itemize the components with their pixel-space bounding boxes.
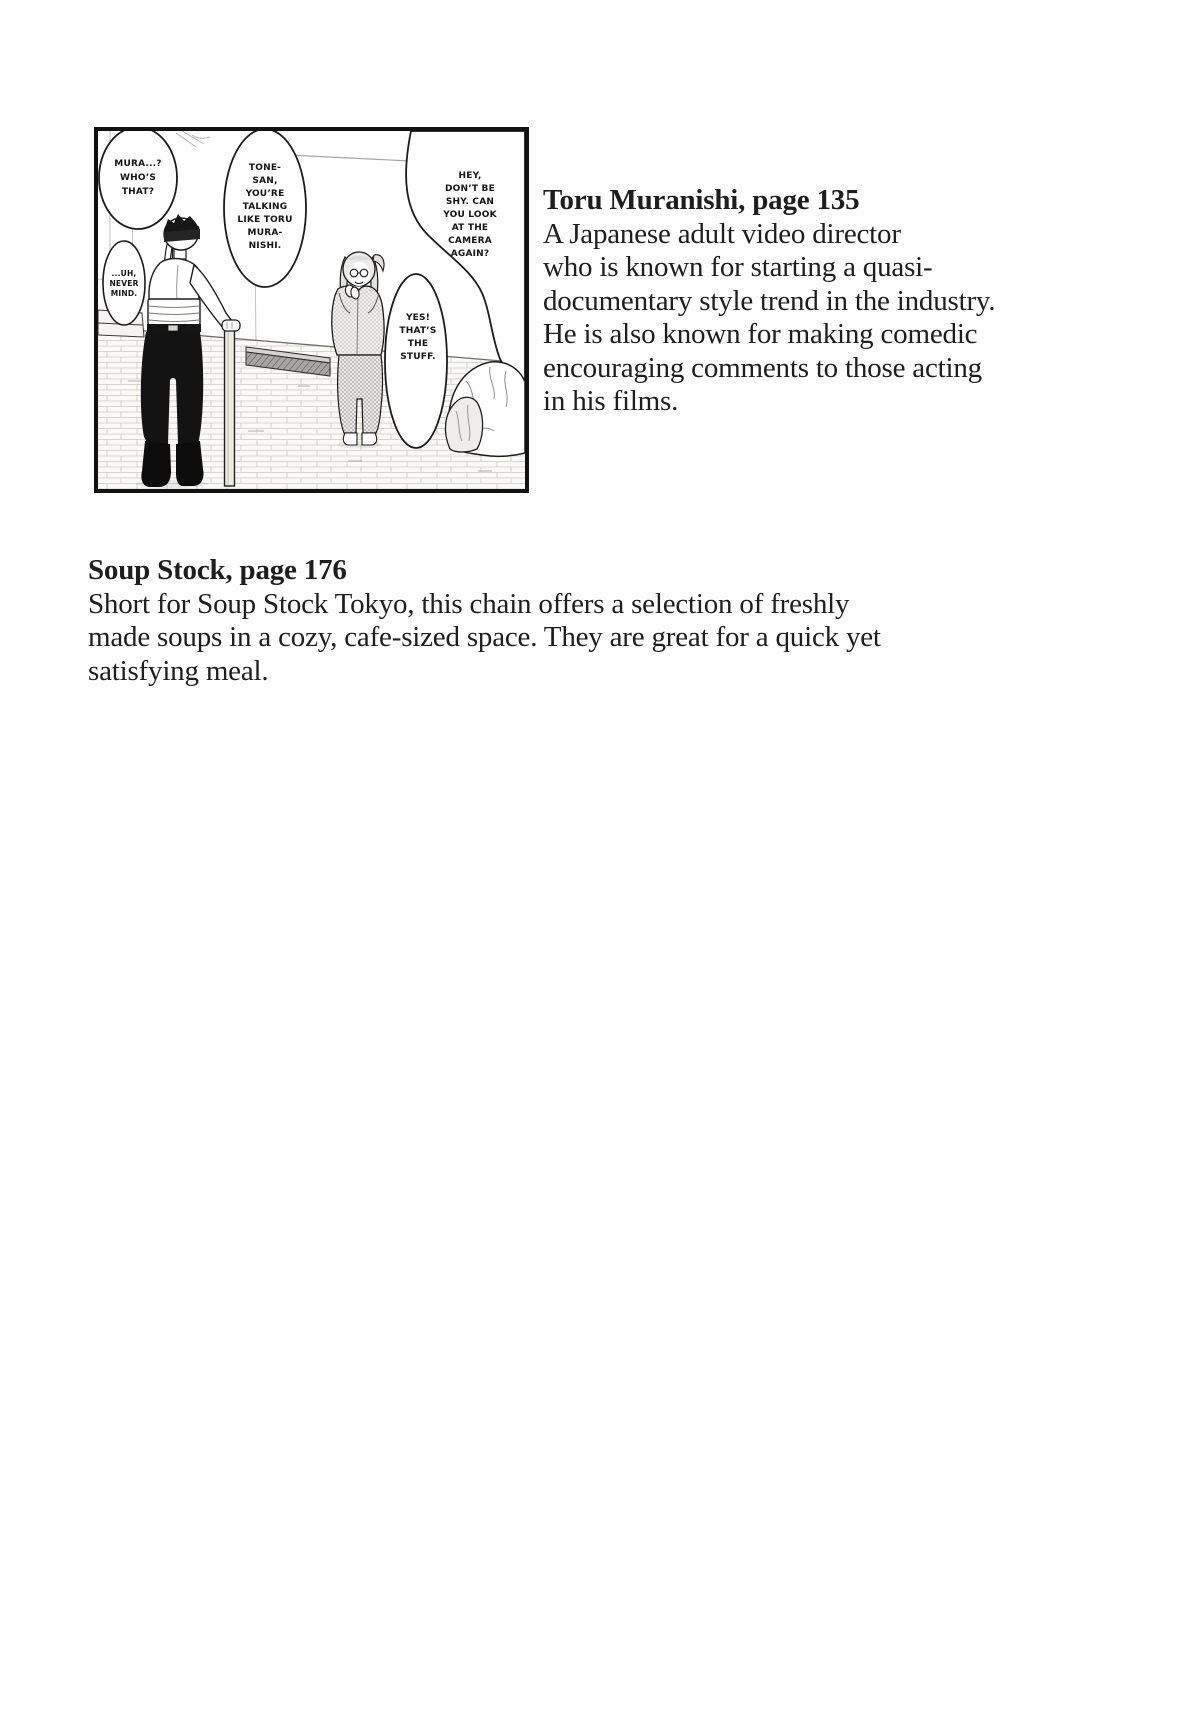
manga-panel-art [98, 131, 525, 489]
bubble-4-line: AT THE [451, 223, 489, 233]
speech-bubble-2 [103, 241, 145, 325]
glasses-right-lens-icon [360, 269, 368, 277]
note-body-line: Short for Soup Stock Tokyo, this chain offers a selection of freshly [88, 587, 850, 620]
man-boot-left [141, 441, 171, 487]
note-body-line: made soups in a cozy, cafe-sized space. They are great for a quick yet [88, 621, 881, 653]
speech-bubble-1 [99, 131, 177, 229]
note-title: Toru Muranishi, page 135 [543, 184, 860, 216]
bubble-4-line: SHY. CAN [445, 197, 495, 207]
foot-right [362, 433, 377, 445]
bubble-4-line: CAMERA [448, 236, 492, 246]
bubble-5-line: YES! [405, 313, 431, 323]
bubble-3-line: MURA- [247, 228, 283, 238]
bubble-3-line: YOU’RE [245, 189, 285, 199]
glasses-left-lens-icon [350, 269, 358, 277]
foot-left [343, 433, 357, 445]
bubble-3-line: TONE- [248, 163, 282, 173]
bubble-3-line: NISHI. [248, 241, 282, 251]
note-soup-stock [88, 554, 1048, 688]
bubble-3-line: SAN, [252, 176, 278, 186]
bubble-4-line: DON’T BE [445, 184, 495, 194]
bubble-5-line: STUFF. [400, 352, 436, 362]
bubble-2-line: ...UH, [111, 269, 137, 278]
speech-bubble-3 [224, 131, 306, 287]
bubble-4-line: YOU LOOK [443, 210, 497, 220]
bubble-5-line: THE [407, 339, 429, 349]
bubble-4-line: HEY, [458, 171, 482, 181]
bubble-4-line: AGAIN? [450, 249, 490, 259]
note-body-line: documentary style trend in the industry. [543, 284, 996, 317]
bubble-1-line: WHO’S [119, 173, 157, 183]
manga-panel [94, 127, 529, 493]
speech-bubble-5 [385, 274, 447, 448]
bubble-5-line: THAT’S [399, 326, 437, 336]
note-body-line: encouraging comments to those acting [543, 351, 982, 384]
man-hand [222, 320, 240, 331]
bubble-2-line: MIND. [110, 289, 138, 298]
note-toru-muranishi [543, 184, 1023, 419]
bubble-3-line: LIKE TORU [237, 215, 293, 225]
note-body-line: who is known for starting a quasi- [543, 251, 933, 283]
note-body-line: He is also known for making comedic [543, 318, 978, 350]
note-body-line: satisfying meal. [88, 654, 269, 687]
man-boot-right [176, 441, 204, 486]
belt-buckle [168, 325, 178, 331]
note-body-line: in his films. [543, 385, 679, 417]
note-body-line: A Japanese adult video director [543, 217, 901, 250]
bubble-2-line: NEVER [109, 279, 139, 288]
bubble-3-line: TALKING [242, 202, 288, 212]
note-title: Soup Stock, page 176 [88, 554, 347, 586]
bubble-1-line: THAT? [121, 187, 155, 197]
bubble-1-line: MURA...? [114, 159, 162, 169]
